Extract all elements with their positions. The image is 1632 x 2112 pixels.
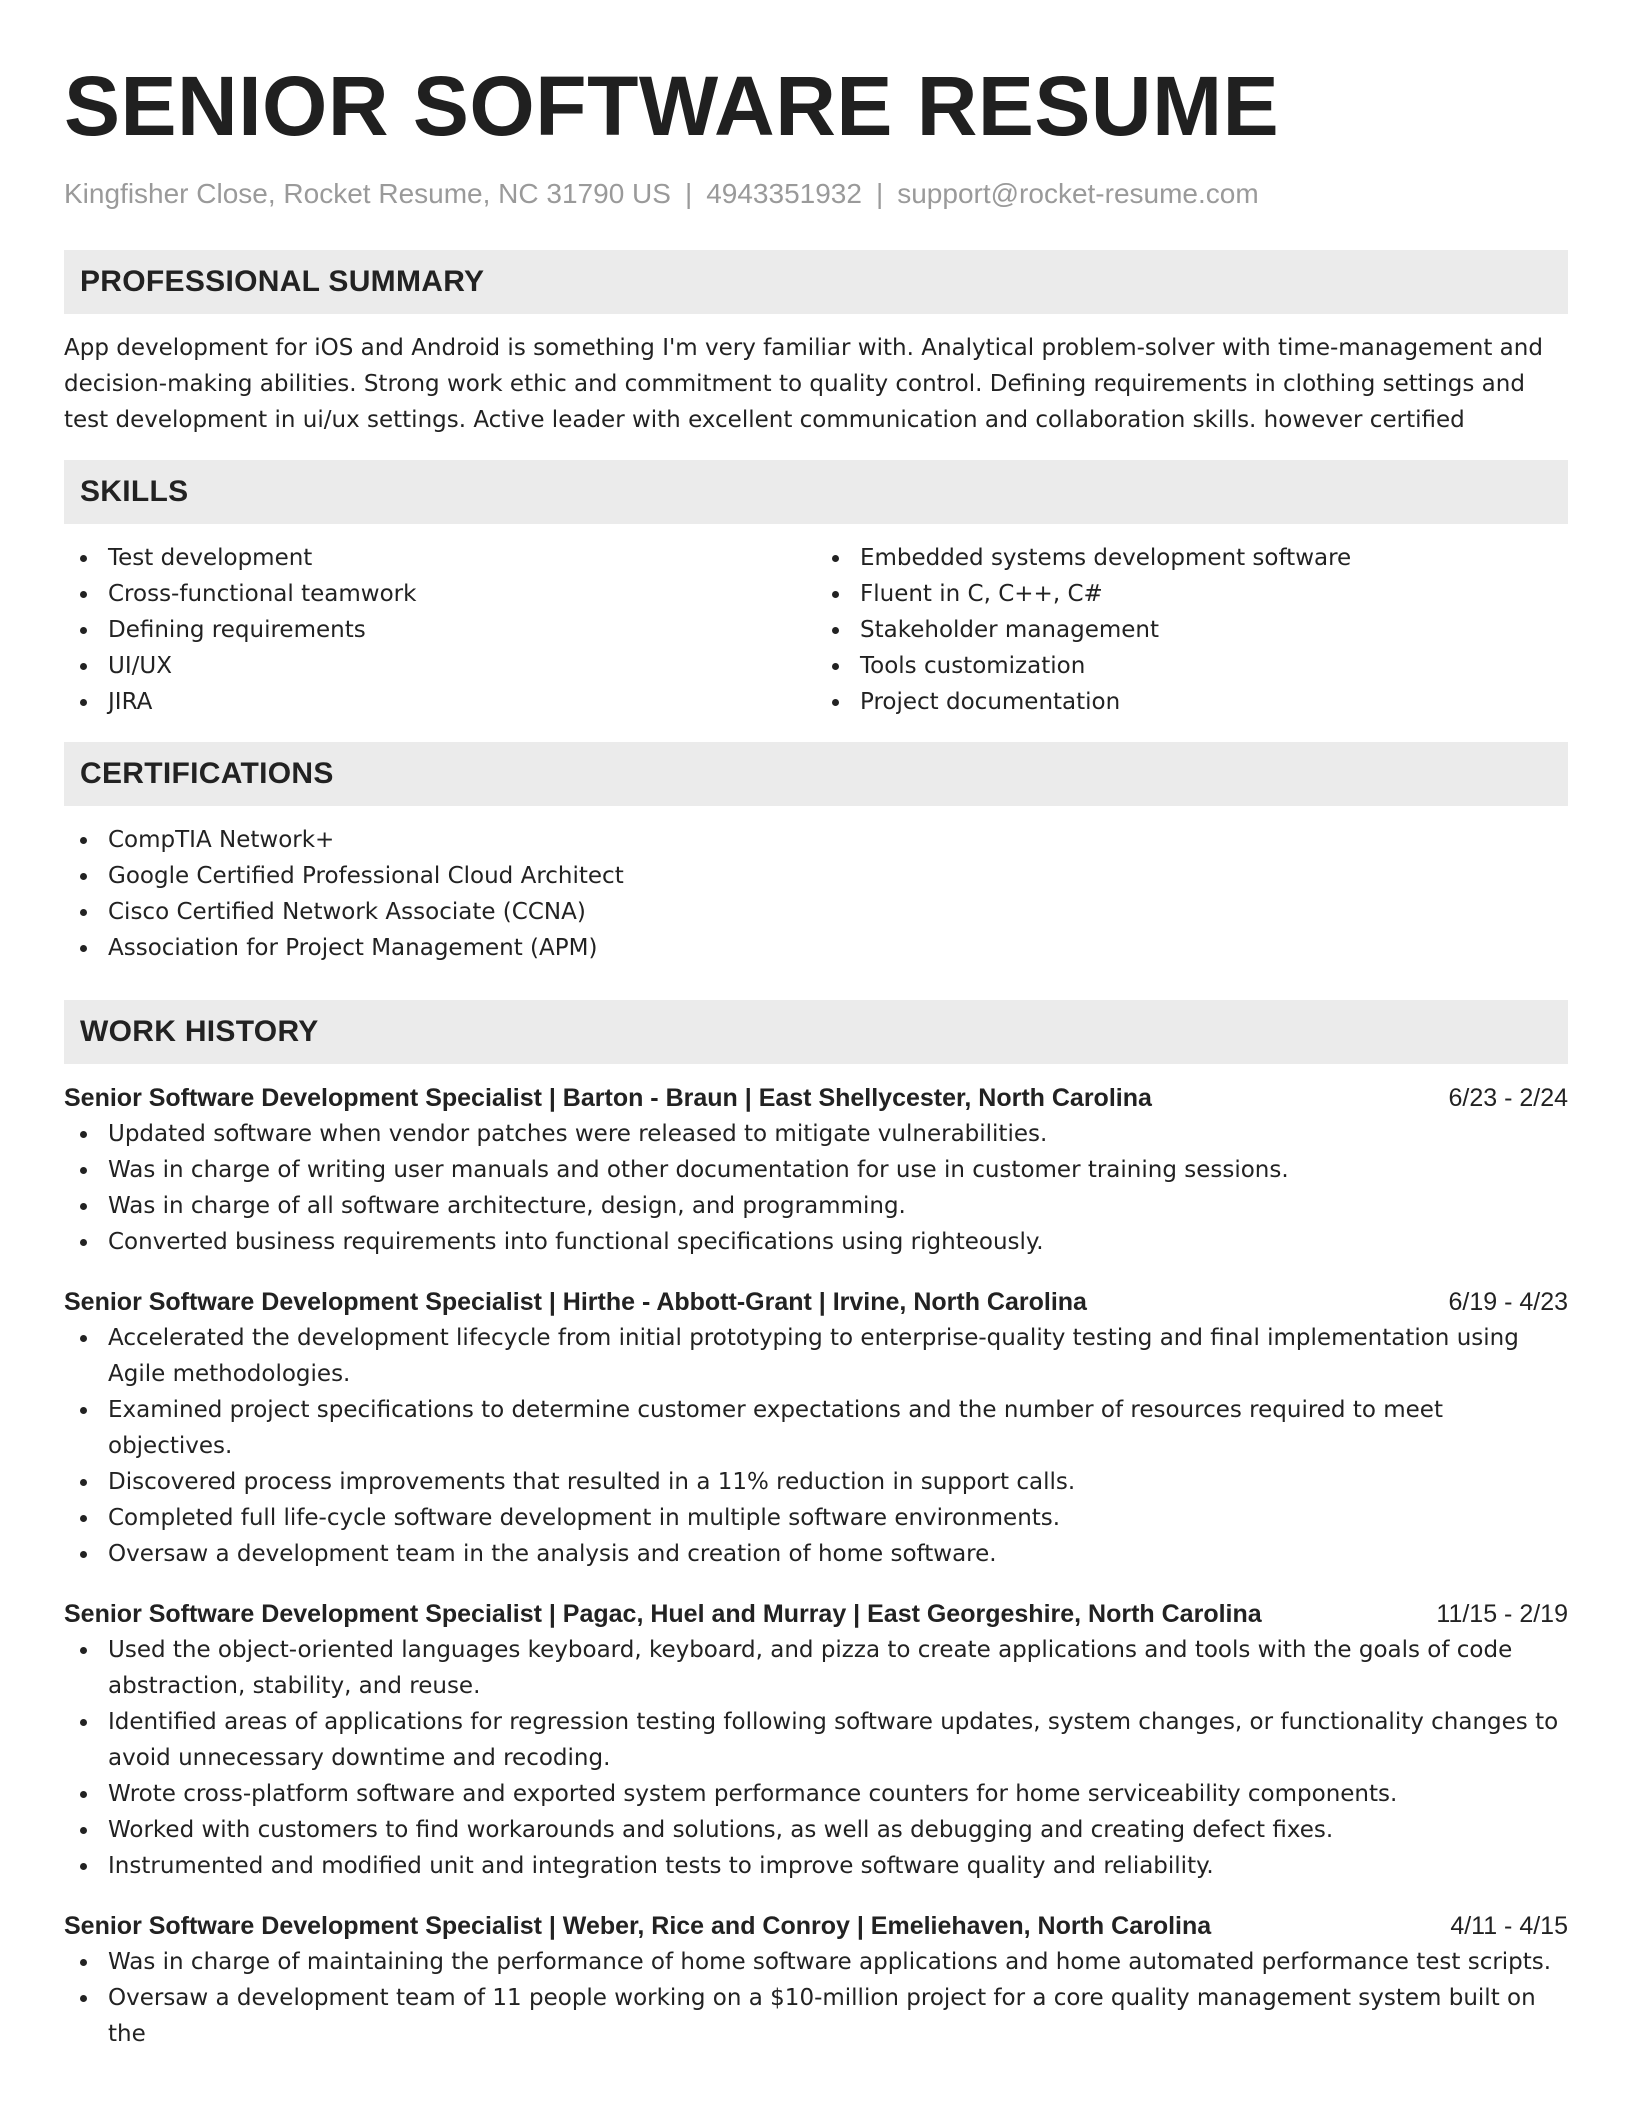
job-bullet: Discovered process improvements that resulted in a 11% reduction in support calls. bbox=[64, 1464, 1568, 1500]
contact-email: support@rocket-resume.com bbox=[897, 178, 1259, 209]
skill-item: Defining requirements bbox=[64, 612, 816, 648]
job-bullet: Updated software when vendor patches were released to mitigate vulnerabilities. bbox=[64, 1116, 1568, 1152]
job-header bbox=[64, 1596, 1568, 1632]
job-bullets bbox=[64, 1944, 1568, 2052]
job-bullet: Used the object-oriented languages keyboard, keyboard, and pizza to create applications and tools with the goals of code abstraction, stability, and reuse. bbox=[64, 1632, 1568, 1704]
job-bullet: Oversaw a development team of 11 people working on a $10-million project for a core quality management system built on the bbox=[64, 1980, 1568, 2052]
job-bullet: Was in charge of maintaining the performance of home software applications and home automated performance test scripts. bbox=[64, 1944, 1568, 1980]
skills-column-left bbox=[64, 540, 816, 720]
skill-item: Cross-functional teamwork bbox=[64, 576, 816, 612]
job-bullet: Completed full life-cycle software development in multiple software environments. bbox=[64, 1500, 1568, 1536]
job-bullet: Was in charge of all software architecture, design, and programming. bbox=[64, 1188, 1568, 1224]
contact-line bbox=[64, 176, 1568, 212]
job-bullets bbox=[64, 1632, 1568, 1884]
job-title: Senior Software Development Specialist | Hirthe - Abbott-Grant | Irvine, North Carolina bbox=[64, 1288, 1087, 1316]
contact-phone: 4943351932 bbox=[706, 178, 862, 209]
certification-item: Google Certified Professional Cloud Architect bbox=[64, 858, 1568, 894]
skills-list-left bbox=[64, 540, 816, 720]
skills-column-right bbox=[816, 540, 1568, 720]
skill-item: Fluent in C, C++, C# bbox=[816, 576, 1568, 612]
skills-grid bbox=[64, 540, 1568, 720]
job-dates: 6/19 - 4/23 bbox=[1448, 1288, 1568, 1316]
certifications-list bbox=[64, 822, 1568, 966]
job-bullet: Accelerated the development lifecycle from initial prototyping to enterprise-quality testing and final implementation using Agile methodologies. bbox=[64, 1320, 1568, 1392]
skills-list-right bbox=[816, 540, 1568, 720]
skills-section-header: SKILLS bbox=[64, 460, 1568, 524]
job-header bbox=[64, 1080, 1568, 1116]
job-header bbox=[64, 1908, 1568, 1944]
skill-item: Tools customization bbox=[816, 648, 1568, 684]
skill-item: Stakeholder management bbox=[816, 612, 1568, 648]
work-section-header: WORK HISTORY bbox=[64, 1000, 1568, 1064]
summary-section-header: PROFESSIONAL SUMMARY bbox=[64, 250, 1568, 314]
job-entry bbox=[64, 1080, 1568, 1260]
job-bullet: Was in charge of writing user manuals and other documentation for use in customer training sessions. bbox=[64, 1152, 1568, 1188]
skill-item: Embedded systems development software bbox=[816, 540, 1568, 576]
contact-address: Kingfisher Close, Rocket Resume, NC 31790 US bbox=[64, 178, 671, 209]
certification-item: Association for Project Management (APM) bbox=[64, 930, 1568, 966]
contact-separator: | bbox=[875, 178, 884, 209]
job-dates: 4/11 - 4/15 bbox=[1450, 1912, 1568, 1940]
job-bullet: Oversaw a development team in the analysis and creation of home software. bbox=[64, 1536, 1568, 1572]
skill-item: JIRA bbox=[64, 684, 816, 720]
certifications-section-header: CERTIFICATIONS bbox=[64, 742, 1568, 806]
contact-separator: | bbox=[684, 178, 693, 209]
job-bullet: Instrumented and modified unit and integration tests to improve software quality and reliability. bbox=[64, 1848, 1568, 1884]
job-bullets bbox=[64, 1116, 1568, 1260]
job-title: Senior Software Development Specialist | Weber, Rice and Conroy | Emeliehaven, North Carolina bbox=[64, 1912, 1212, 1940]
job-dates: 11/15 - 2/19 bbox=[1436, 1600, 1568, 1628]
resume-name: SENIOR SOFTWARE RESUME bbox=[64, 59, 1280, 153]
skill-item: Test development bbox=[64, 540, 816, 576]
job-bullet: Worked with customers to find workarounds and solutions, as well as debugging and creating defect fixes. bbox=[64, 1812, 1568, 1848]
job-entry bbox=[64, 1596, 1568, 1884]
job-bullet: Examined project specifications to determine customer expectations and the number of resources required to meet objectives. bbox=[64, 1392, 1568, 1464]
certification-item: Cisco Certified Network Associate (CCNA) bbox=[64, 894, 1568, 930]
job-title: Senior Software Development Specialist | Pagac, Huel and Murray | East Georgeshire, North Carolina bbox=[64, 1600, 1262, 1628]
job-bullets bbox=[64, 1320, 1568, 1572]
skill-item: Project documentation bbox=[816, 684, 1568, 720]
job-dates: 6/23 - 2/24 bbox=[1448, 1084, 1568, 1112]
job-title: Senior Software Development Specialist | Barton - Braun | East Shellycester, North Carolina bbox=[64, 1084, 1152, 1112]
job-header bbox=[64, 1284, 1568, 1320]
job-entry bbox=[64, 1284, 1568, 1572]
summary-text: App development for iOS and Android is something I'm very familiar with. Analytical problem-solver with time-management and decision-making abilities. Strong work ethic and commitment to quality control. Defining requirements in clothing settings and test development in ui/ux settings. Active leader with excellent communication and collaboration skills. however certified bbox=[64, 335, 1543, 433]
job-bullet: Converted business requirements into functional specifications using righteously. bbox=[64, 1224, 1568, 1260]
skill-item: UI/UX bbox=[64, 648, 816, 684]
job-bullet: Wrote cross-platform software and exported system performance counters for home serviceability components. bbox=[64, 1776, 1568, 1812]
certification-item: CompTIA Network+ bbox=[64, 822, 1568, 858]
job-entry bbox=[64, 1908, 1568, 2052]
job-bullet: Identified areas of applications for regression testing following software updates, system changes, or functionality changes to avoid unnecessary downtime and recoding. bbox=[64, 1704, 1568, 1776]
